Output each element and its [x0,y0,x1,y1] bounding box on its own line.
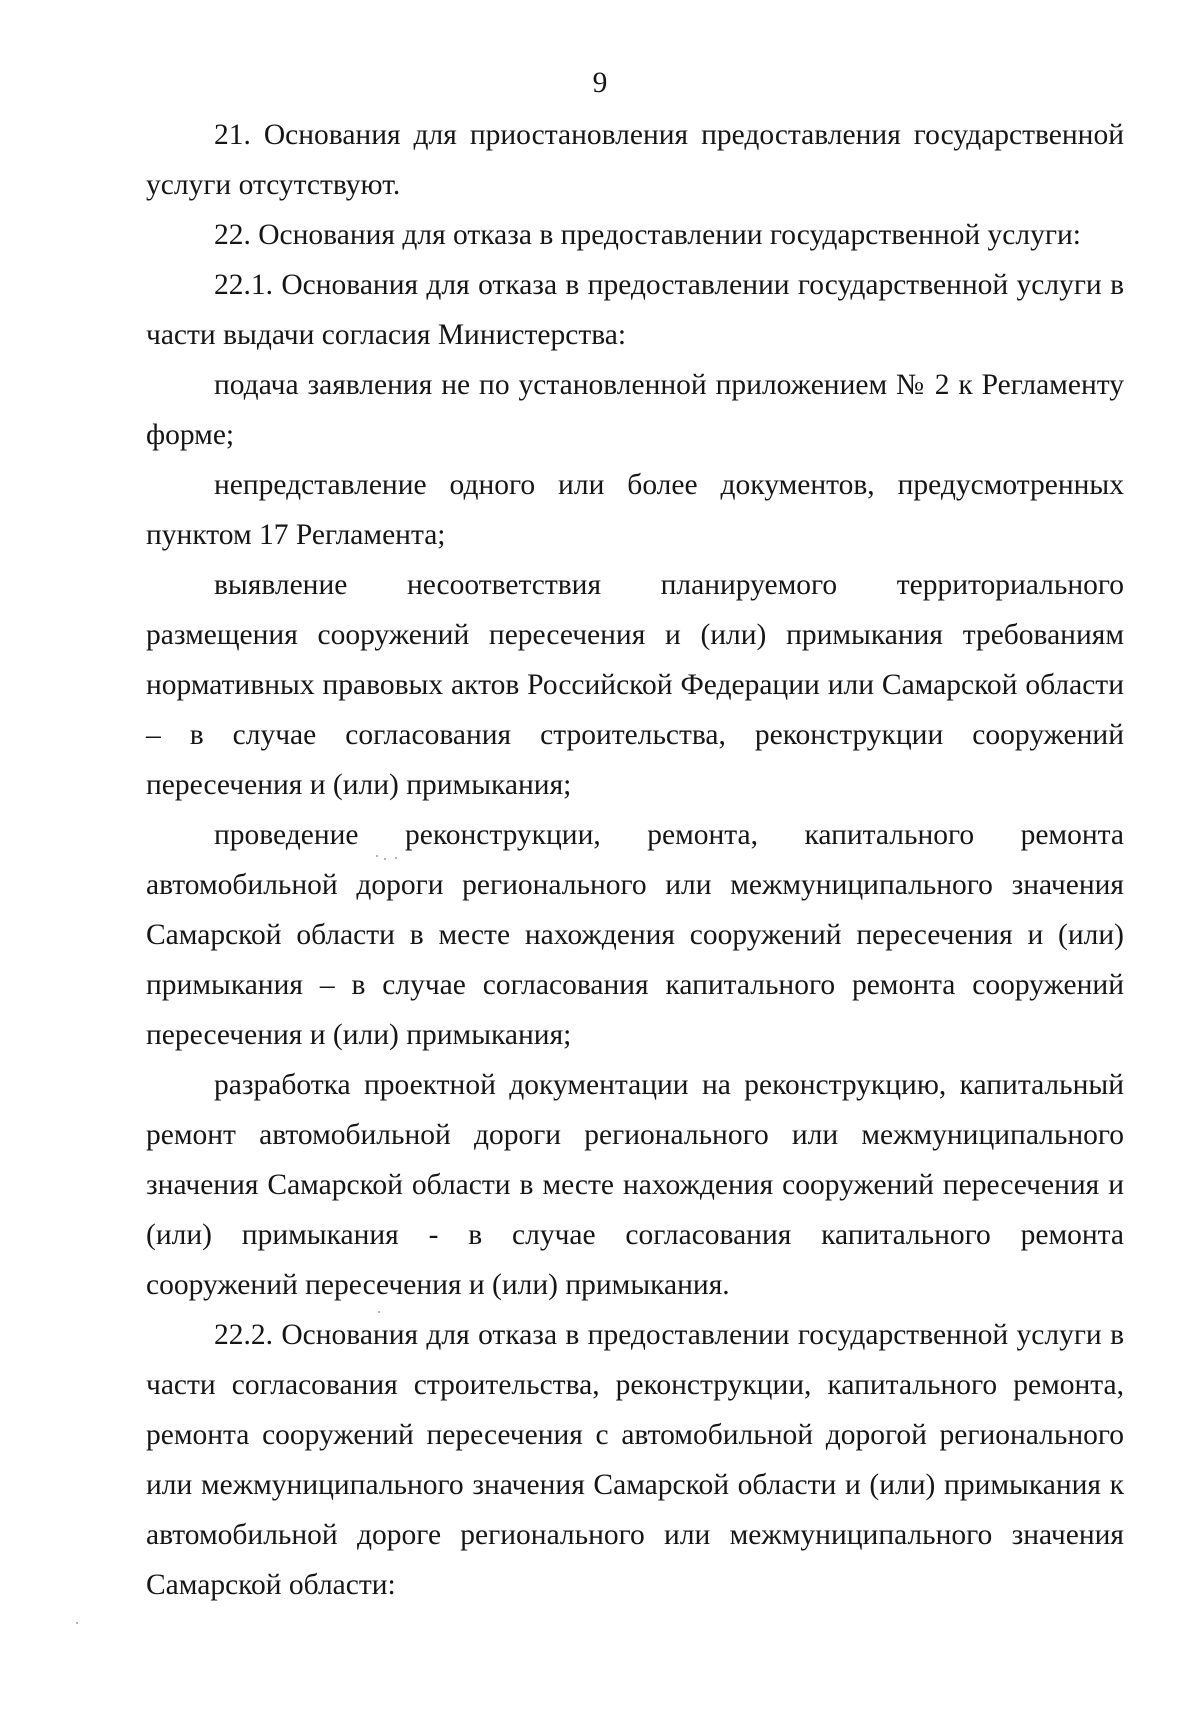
document-body [146,110,1124,1610]
paragraph-22: 22. Основания для отказа в предоставлении государственной услуги: [214,219,1081,251]
paragraph-21: 21. Основания для приостановления предоставления государственной услуги отсутствуют. [146,119,1124,201]
paragraph-road-repair: проведение реконструкции, ремонта, капитального ремонта автомобильной дороги регионального или межмуниципального значения Самарской области в месте нахождения сооружений пересечения и (или) примыкания – в случае согласования капитального ремонта сооружений пересечения и (или) примыкания; [146,819,1124,1051]
paragraph-missing-documents: непредставление одного или более документов, предусмотренных пунктом 17 Регламента; [146,469,1124,551]
scan-speck [76,1622,78,1624]
scan-speck [384,858,386,860]
scan-speck [378,1311,380,1313]
paragraph-design-documentation: разработка проектной документации на реконструкцию, капитальный ремонт автомобильной дороги регионального или межмуниципального значения Самарской области в месте нахождения сооружений пересечения и (или) примыкания - в случае согласования капитального ремонта сооружений пересечения и (или) примыкания. [146,1069,1124,1301]
paragraph-22-1: 22.1. Основания для отказа в предоставлении государственной услуги в части выдачи согласия Министерства: [146,269,1124,351]
scan-speck [395,857,397,859]
scan-speck [376,855,378,857]
page-number: 9 [592,67,608,99]
paragraph-nonconformity: выявление несоответствия планируемого территориального размещения сооружений пересечения и (или) примыкания требованиям нормативных правовых актов Российской Федерации или Самарской области – в случае согласования строительства, реконструкции сооружений пересечения и (или) примыкания; [146,569,1124,801]
paragraph-22-2: 22.2. Основания для отказа в предоставлении государственной услуги в части согласования строительства, реконструкции, капитального ремонта, ремонта сооружений пересечения с автомобильной дорогой регионального или межмуниципального значения Самарской области и (или) примыкания к автомобильной дороге регионального или межмуниципального значения Самарской области: [146,1319,1124,1601]
paragraph-form-submission: подача заявления не по установленной приложением № 2 к Регламенту форме; [146,369,1124,451]
